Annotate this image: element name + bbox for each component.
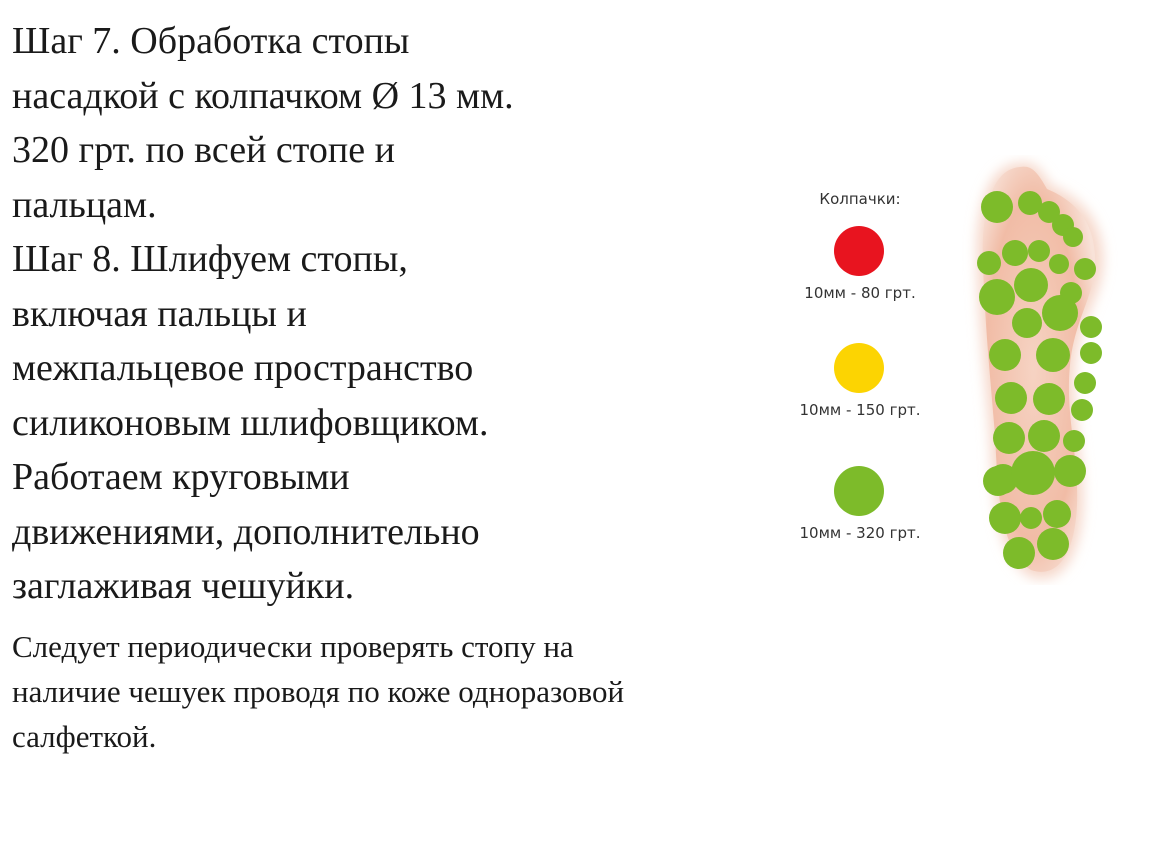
green-dot-icon: [1014, 268, 1048, 302]
foot-diagram: [945, 155, 1125, 585]
green-dot-icon: [1012, 308, 1042, 338]
legend-title: Колпачки:: [819, 190, 901, 208]
green-dot-icon: [1063, 430, 1085, 452]
green-dot-icon: [1042, 295, 1078, 331]
instruction-line: силиконовым шлифовщиком.: [12, 401, 489, 444]
instruction-line: Шаг 7. Обработка стопы: [12, 20, 410, 62]
note-line: наличие чешуек проводя по коже одноразовой: [12, 674, 625, 709]
legend-item-80: [770, 226, 950, 316]
instruction-line: Шаг 8. Шлифуем стопы,: [12, 238, 408, 280]
green-dot-icon: [1054, 455, 1086, 487]
note-line: Следует периодически проверять стопу на: [12, 629, 574, 664]
instruction-line: Работаем круговыми: [12, 456, 350, 498]
green-dot-icon: [993, 422, 1025, 454]
green-dot-icon: [1080, 316, 1102, 338]
instruction-line: пальцам.: [12, 183, 157, 226]
green-dot-icon: [1037, 528, 1069, 560]
green-dot-icon: [995, 382, 1027, 414]
green-dot-icon: [1028, 240, 1050, 262]
yellow-dot-icon: [834, 343, 884, 393]
green-dot-icon: [1033, 383, 1065, 415]
green-dot-icon: [1020, 507, 1042, 529]
green-dot-icon: [1043, 500, 1071, 528]
green-dot-icon: [989, 339, 1021, 371]
legend-item-320: [770, 466, 950, 556]
red-dot-icon: [834, 226, 884, 276]
note-line: салфеткой.: [12, 719, 157, 754]
instruction-line: заглаживая чешуйки.: [12, 565, 355, 607]
legend-label: 10мм - 80 грт.: [804, 284, 916, 302]
instruction-line: межпальцевое пространство: [12, 347, 474, 389]
green-dot-icon: [981, 191, 1013, 223]
green-dot-icon: [1071, 399, 1093, 421]
instruction-line: включая пальцы и: [12, 292, 307, 335]
instruction-line: насадкой с колпачком Ø 13 мм.: [12, 74, 514, 117]
legend-item-150: [770, 343, 950, 433]
green-dot-icon: [1063, 227, 1083, 247]
green-dot-icon: [834, 466, 884, 516]
green-dot-icon: [1002, 240, 1028, 266]
green-dot-icon: [979, 279, 1015, 315]
instruction-text: [12, 14, 752, 614]
green-dot-icon: [1011, 451, 1055, 495]
green-dot-icon: [1028, 420, 1060, 452]
instruction-line: движениями, дополнительно: [12, 510, 480, 553]
legend-label: 10мм - 320 грт.: [799, 524, 921, 542]
green-dot-icon: [1049, 254, 1069, 274]
green-dot-icon: [1080, 342, 1102, 364]
green-dot-icon: [1074, 258, 1096, 280]
instruction-line: 320 грт. по всей стопе и: [12, 129, 395, 171]
green-dot-icon: [1074, 372, 1096, 394]
green-dot-icon: [989, 502, 1021, 534]
green-dot-icon: [1036, 338, 1070, 372]
green-dot-icon: [977, 251, 1001, 275]
green-dot-icon: [983, 466, 1013, 496]
green-dot-icon: [1003, 537, 1035, 569]
legend-label: 10мм - 150 грт.: [799, 401, 921, 419]
note-text: [12, 624, 792, 759]
